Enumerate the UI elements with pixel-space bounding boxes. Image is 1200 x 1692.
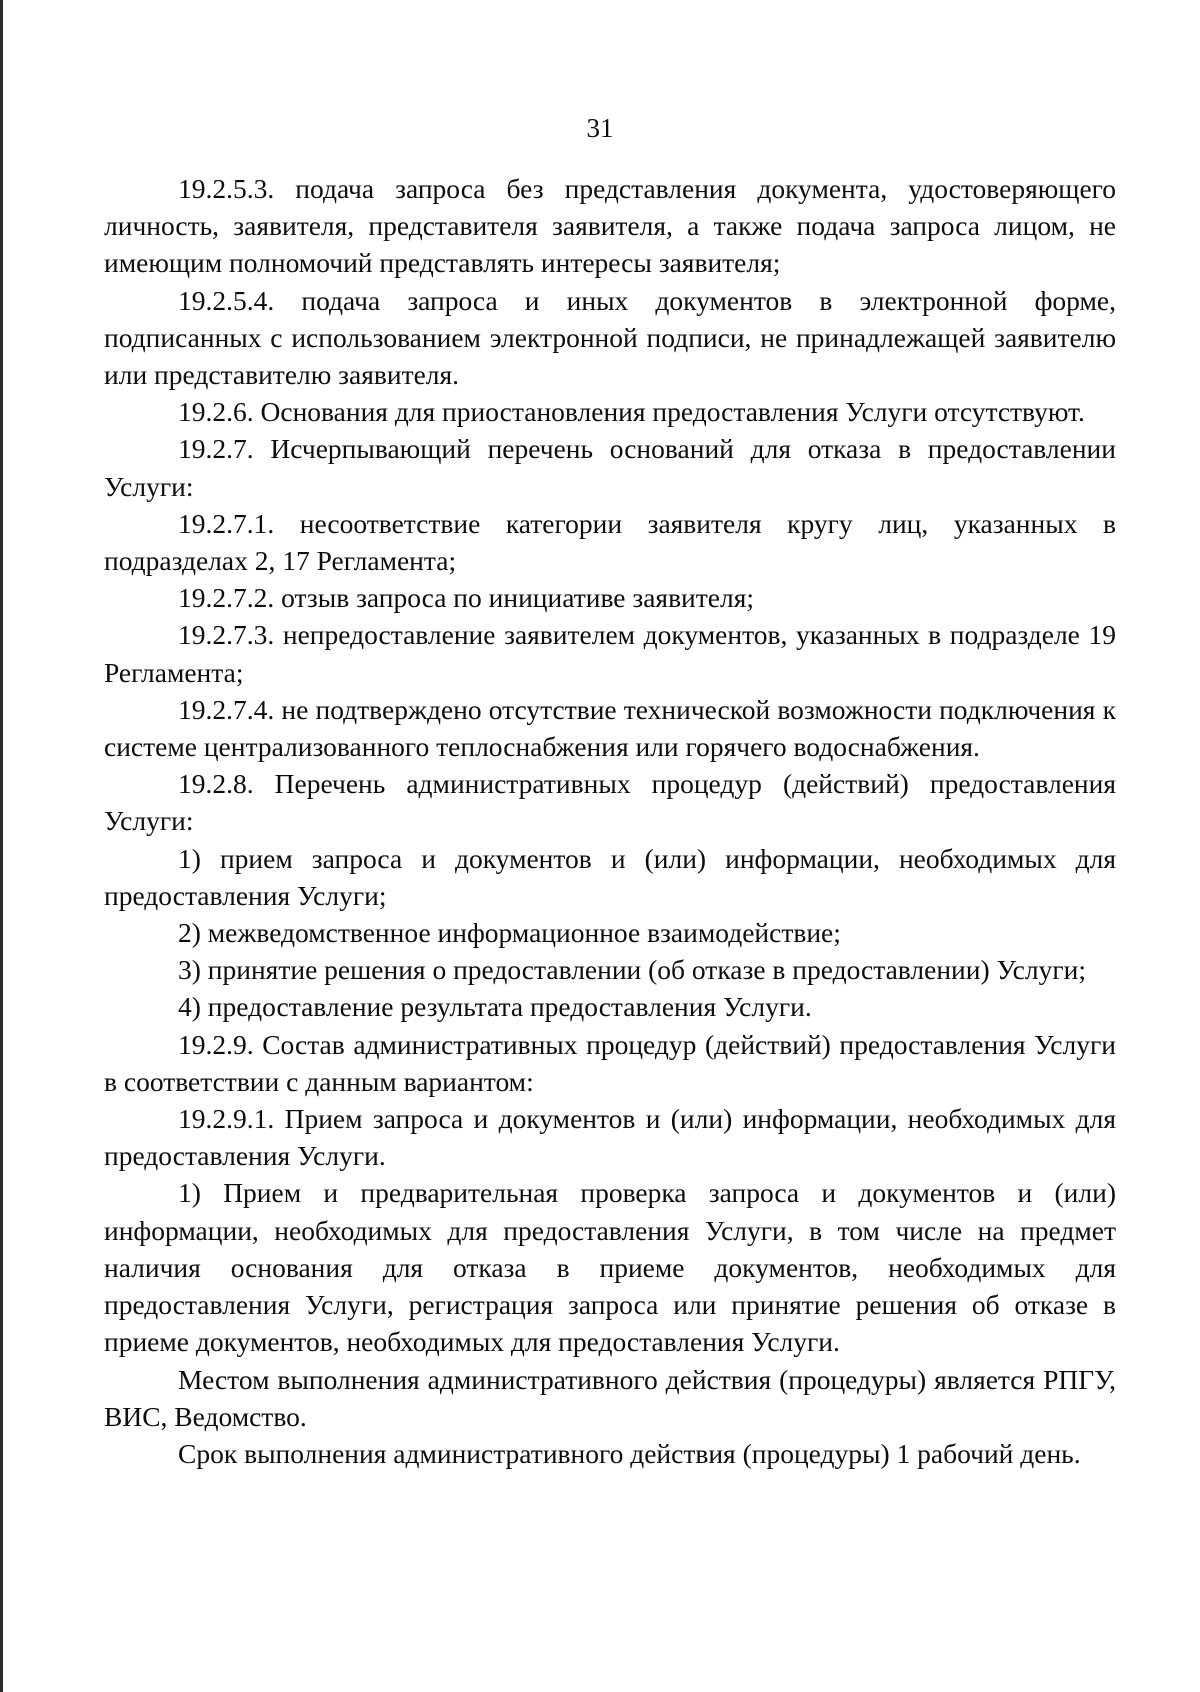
list-item-3: 3) принятие решения о предоставлении (об отказе в предоставлении) Услуги; (178, 954, 1086, 986)
paragraph-19-2-9: 19.2.9. Состав административных процедур (действий) предоставления Услуги в соответствии с данным вариантом: (104, 1028, 1116, 1097)
paragraph-19-2-8: 19.2.8. Перечень административных процедур (действий) предоставления Услуги: (104, 768, 1116, 837)
paragraph-19-2-7-2: 19.2.7.2. отзыв запроса по инициативе заявителя; (178, 582, 755, 614)
scan-edge (0, 0, 3, 1692)
paragraph-19-2-7-4: 19.2.7.4. не подтверждено отсутствие технической возможности подключения к системе централизованного теплоснабжения или горячего водоснабжения. (104, 693, 1116, 763)
list-item-2: 2) межведомственное информационное взаимодействие; (178, 917, 841, 949)
paragraph-19-2-7-3: 19.2.7.3. непредоставление заявителем документов, указанных в подразделе 19 Регламента; (104, 619, 1116, 688)
procedure-deadline: Срок выполнения административного действия (процедуры) 1 рабочий день. (178, 1437, 1081, 1469)
procedure-location: Местом выполнения административного действия (процедуры) является РПГУ, ВИС, Ведомство. (104, 1363, 1116, 1432)
list-item-4: 4) предоставление результата предоставления Услуги. (178, 991, 812, 1023)
page-number: 31 (586, 113, 614, 143)
paragraph-19-2-9-1: 19.2.9.1. Прием запроса и документов и (или) информации, необходимых для предоставления Услуги. (104, 1103, 1116, 1172)
paragraph-19-2-7: 19.2.7. Исчерпывающий перечень оснований для отказа в предоставлении Услуги: (104, 433, 1116, 502)
document-body (104, 170, 1116, 1472)
paragraph-19-2-6: 19.2.6. Основания для приостановления предоставления Услуги отсутствуют. (178, 396, 1085, 428)
list-item-1: 1) прием запроса и документов и (или) информации, необходимых для предоставления Услуги; (104, 842, 1116, 911)
paragraph-19-2-5-4: 19.2.5.4. подача запроса и иных документов в электронной форме, подписанных с использованием электронной подписи, не принадлежащей заявителю или представителю заявителя. (104, 284, 1116, 391)
paragraph-19-2-7-1: 19.2.7.1. несоответствие категории заявителя кругу лиц, указанных в подразделах 2, 17 Регламента; (104, 507, 1116, 577)
procedure-item-1: 1) Прием и предварительная проверка запроса и документов и (или) информации, необходимых для предоставления Услуги, в том числе на предмет наличия основания для отказа в приеме документов, необходимых для предоставления Услуги, регистрация запроса или принятие решения об отказе в приеме документов, необходимых для предоставления Услуги. (104, 1177, 1116, 1358)
paragraph-19-2-5-3: 19.2.5.3. подача запроса без представления документа, удостоверяющего личность, заявителя, представителя заявителя, а также подача запроса лицом, не имеющим полномочий представлять интересы заявителя; (104, 173, 1116, 279)
